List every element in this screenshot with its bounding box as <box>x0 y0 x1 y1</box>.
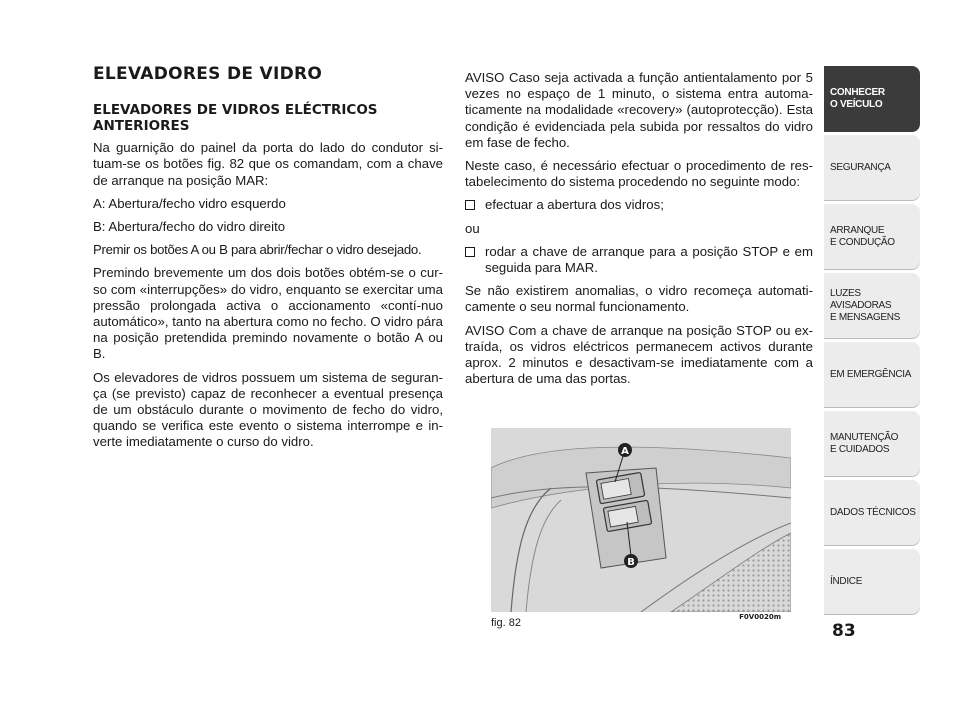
bullet-item: efectuar a abertura dos vidros; <box>465 197 813 213</box>
tab-dados-tecnicos[interactable]: DADOS TÉCNICOS <box>824 480 920 546</box>
chapter-tabs <box>824 66 920 618</box>
figure-number: fig. 82 <box>491 617 521 629</box>
section-title: ELEVADORES DE VIDRO <box>93 64 323 84</box>
tab-em-emergencia[interactable]: EM EMERGÊNCIA <box>824 342 920 408</box>
label-a: A <box>621 446 629 457</box>
figure-code: F0V0020m <box>739 613 781 621</box>
bullet-item: rodar a chave de arranque para a posição STOP e em seguida para MAR. <box>465 244 813 276</box>
tab-conhecer-o-veiculo[interactable]: CONHECER O VEÍCULO <box>824 66 920 132</box>
section-subtitle: ELEVADORES DE VIDROS ELÉCTRICOS ANTERIORES <box>93 102 378 135</box>
paragraph: Na guarnição do painel da porta do lado do condutor si-tuam-se os botões fig. 82 que os comandam, com a chave de arranque na posição MAR: <box>93 140 443 188</box>
figure-caption <box>491 613 791 629</box>
paragraph: Premir os botões A ou B para abrir/fechar o vidro desejado. <box>93 242 422 258</box>
paragraph: Premindo brevemente um dos dois botões obtém-se o cur-so com «interrupções» do vidro, enquanto se exercitar uma pressão prolongada activa o accionamento «contí-nuo automático», tanto na abertura como no fecho. O vidro pára na posição pretendida premindo novamente o botão A ou B. <box>93 265 443 362</box>
tab-seguranca[interactable]: SEGURANÇA <box>824 135 920 201</box>
page-number: 83 <box>832 621 856 641</box>
right-column <box>465 70 813 394</box>
checkbox-bullet-icon <box>465 200 475 210</box>
paragraph: ou <box>465 220 480 236</box>
tab-manutencao[interactable]: MANUTENÇÃO E CUIDADOS <box>824 411 920 477</box>
warning-paragraph: AVISO Caso seja activada a função antientalamento por 5 vezes no espaço de 1 minuto, o sistema entra automa-ticamente na modalidade «recovery» (autoprotecção). Esta condição é evidenciada pela subida por ressaltos do vidro em fase de fecho. <box>465 70 813 150</box>
left-column <box>93 66 443 458</box>
paragraph: Neste caso, é necessário efectuar o procedimento de res-tabelecimento do sistema procedendo no seguinte modo: <box>465 158 813 190</box>
window-switch-illustration <box>491 428 791 612</box>
tab-indice[interactable]: ÍNDICE <box>824 549 920 615</box>
label-b: B <box>627 557 635 568</box>
tab-arranque-e-conducao[interactable]: ARRANQUE E CONDUÇÃO <box>824 204 920 270</box>
door-panel-drawing <box>491 428 791 612</box>
tab-luzes-avisadoras[interactable]: LUZES AVISADORAS E MENSAGENS <box>824 273 920 339</box>
warning-paragraph: AVISO Com a chave de arranque na posição STOP ou ex-traída, os vidros eléctricos permanecem activos durante aprox. 2 minutos e desactivam-se imediatamente com a abertura de uma das portas. <box>465 322 813 387</box>
paragraph: Se não existirem anomalias, o vidro recomeça automati-camente o seu normal funcionamento. <box>465 283 813 315</box>
paragraph: A: Abertura/fecho vidro esquerdo <box>93 195 286 211</box>
paragraph: B: Abertura/fecho do vidro direito <box>93 219 286 235</box>
checkbox-bullet-icon <box>465 247 475 257</box>
paragraph: Os elevadores de vidros possuem um sistema de seguran-ça (se previsto) capaz de reconhecer a eventual presença de um obstáculo durante o movimento de fecho do vidro, quando se verifica este evento o sistema interrompe e in-verte imediatamente o curso do vidro. <box>93 369 443 450</box>
